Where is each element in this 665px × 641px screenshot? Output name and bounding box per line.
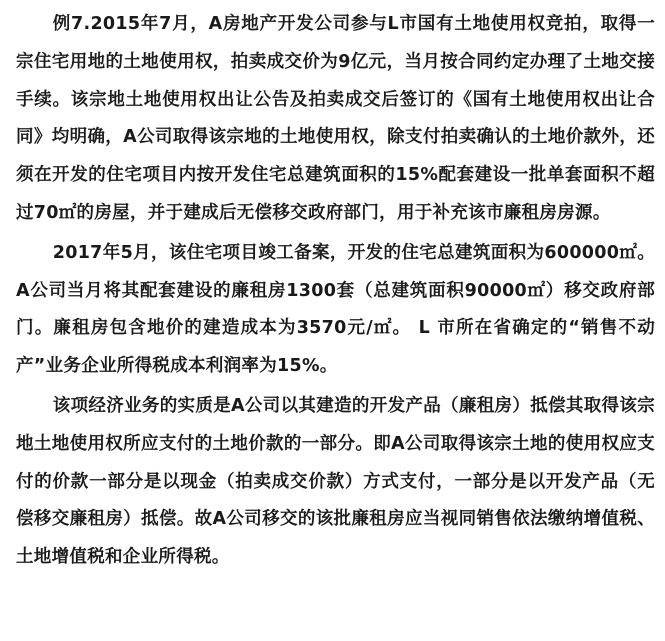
paragraph-analysis: 该项经济业务的实质是A公司以其建造的开发产品（廉租房）抵偿其取得该宗地土地使用权所应支付的土地价款的一部分。即A公司取得该宗土地的使用权应支付的价款一部分是以现金（拍卖成交价款）方式支付，一部分是以开发产品（无偿移交廉租房）抵偿。故A公司移交的该批廉租房应当视同销售依法缴纳增值税、土地增值税和企业所得税。 (16, 395, 655, 568)
paragraph-completion-details: 2017年5月，该住宅项目竣工备案，开发的住宅总建筑面积为600000㎡。A公司当月将其配套建设的廉租房1300套（总建筑面积90000㎡）移交政府部门。廉租房包含地价的建造成本为3570元/㎡。 L 市所在省确定的“销售不动产”业务企业所得税成本利润率为15%。 (16, 242, 655, 377)
paragraph-example-intro: 例7.2015年7月，A房地产开发公司参与L市国有土地使用权竞拍，取得一宗住宅用地的土地使用权，拍卖成交价为9亿元，当月按合同约定办理了土地交接手续。该宗地土地使用权出让公告及拍卖成交后签订的《国有土地使用权出让合同》均明确，A公司取得该宗地的土地使用权，除支付拍卖确认的土地价款外，还须在开发的住宅项目内按开发住宅总建筑面积的15%配套建设一批单套面积不超过70㎡的房屋，并于建成后无偿移交政府部门，用于补充该市廉租房房源。 (16, 14, 655, 223)
